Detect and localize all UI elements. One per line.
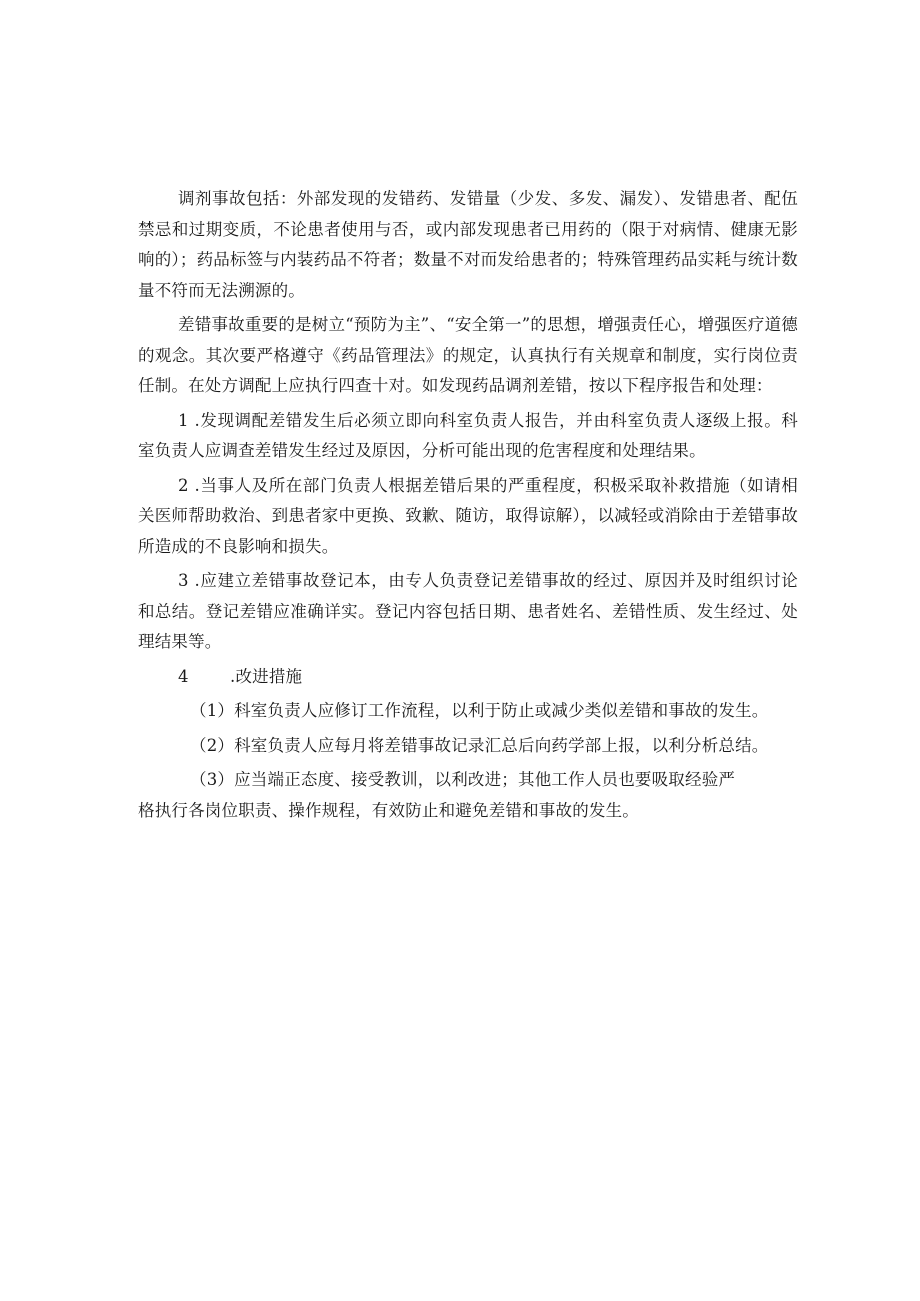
paragraph-step-2: 2 .当事人及所在部门负责人根据差错后果的严重程度，积极采取补救措施（如请相关医师帮助救治、到患者家中更换、致歉、随访，取得谅解），以减轻或消除由于差错事故所造成的不良影响和损失。 bbox=[138, 475, 798, 556]
paragraph-prevention: 差错事故重要的是树立“预防为主”、“安全第一”的思想，增强责任心，增强医疗道德的观念。其次要严格遵守《药品管理法》的规定，认真执行有关规章和制度，实行岗位责任制。在处方调配上应执行四查十对。如发现药品调剂差错，按以下程序报告和处理： bbox=[138, 315, 798, 395]
sub-item-1: （1）科室负责人应修订工作流程，以利于防止或减少类似差错和事故的发生。 bbox=[190, 701, 769, 720]
document-body bbox=[138, 184, 798, 826]
sub-item-2: （2）科室负责人应每月将差错事故记录汇总后向药学部上报，以利分析总结。 bbox=[190, 735, 769, 755]
sub-item-3-continuation: 格执行各岗位职责、操作规程，有效防止和避免差错和事故的发生。 bbox=[138, 800, 639, 820]
paragraph-step-3: 3 .应建立差错事故登记本，由专人负责登记差错事故的经过、原因并及时组织讨论和总结。登记差错应准确详实。登记内容包括日期、患者姓名、差错性质、发生经过、处理结果等。 bbox=[138, 571, 798, 651]
step-4-heading bbox=[138, 662, 798, 693]
paragraph-dispensing-accidents: 调剂事故包括：外部发现的发错药、发错量（少发、多发、漏发）、发错患者、配伍禁忌和过期变质，不论患者使用与否，或内部发现患者已用药的（限于对病情、健康无影响的）；药品标签与内装药品不符者；数量不对而发给患者的；特殊管理药品实耗与统计数量不符而无法溯源的。 bbox=[138, 189, 798, 300]
step-4-number: 4 bbox=[178, 666, 189, 686]
sub-item-3: （3）应当端正态度、接受教训，以利改进；其他工作人员也要吸取经验严 bbox=[190, 770, 736, 789]
paragraph-step-1: 1 .发现调配差错发生后必须立即向科室负责人报告，并由科室负责人逐级上报。科室负责人应调查差错发生经过及原因，分析可能出现的危害程度和处理结果。 bbox=[138, 410, 798, 460]
step-4-title: .改进措施 bbox=[230, 666, 303, 686]
